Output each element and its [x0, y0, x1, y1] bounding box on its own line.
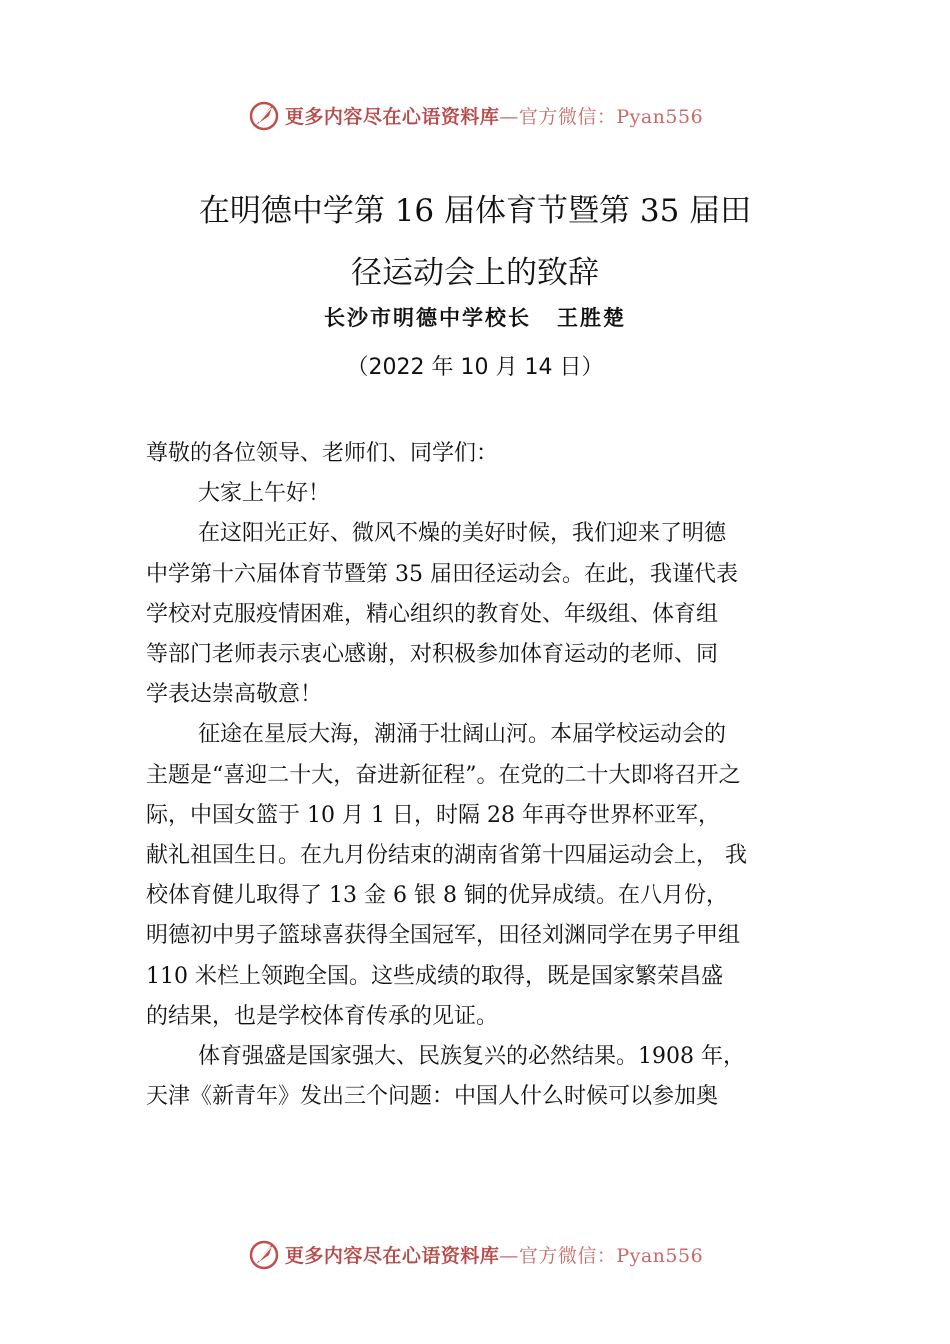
quill-logo-icon	[247, 98, 281, 132]
body-line: 明德初中男子篮球喜获得全国冠军，田径刘渊同学在男子甲组	[146, 923, 741, 949]
document-title	[0, 180, 950, 304]
author-name: 王胜楚	[557, 305, 626, 330]
header-site-text: 更多内容尽在心语资料库	[284, 105, 500, 128]
quill-logo-icon	[247, 1237, 281, 1271]
body-line: 校体育健儿取得了 13 金 6 银 8 铜的优异成绩。在八月份，	[146, 883, 728, 909]
body-line: 在这阳光正好、微风不燥的美好时候，我们迎来了明德	[198, 521, 727, 547]
footer-site-text: 更多内容尽在心语资料库	[284, 1244, 500, 1267]
speech-body	[146, 434, 816, 1117]
body-line: 尊敬的各位领导、老师们、同学们：	[146, 441, 499, 466]
body-line: 大家上午好！	[198, 481, 331, 507]
body-line: 体育强盛是国家强大、民族复兴的必然结果。1908 年，	[198, 1044, 745, 1070]
body-line: 的结果，也是学校体育传承的见证。	[146, 1003, 499, 1029]
author-line	[0, 302, 950, 332]
body-line: 等部门老师表示衷心感谢，对积极参加体育运动的老师、同	[146, 642, 719, 668]
body-line: 中学第十六届体育节暨第 35 届田径运动会。在此，我谨代表	[146, 561, 738, 587]
footer-wechat-text: —官方微信：Pyan556	[499, 1244, 704, 1267]
body-line: 主题是“喜迎二十大，奋进新征程”。在党的二十大即将召开之	[146, 762, 741, 788]
title-line-1: 在明德中学第 16 届体育节暨第 35 届田	[198, 193, 752, 229]
body-line: 学校对克服疫情困难，精心组织的教育处、年级组、体育组	[146, 601, 719, 627]
body-line: 征途在星辰大海，潮涌于壮阔山河。本届学校运动会的	[198, 722, 727, 748]
body-line: 110 米栏上领跑全国。这些成绩的取得，既是国家繁荣昌盛	[146, 963, 723, 989]
body-line: 天津《新青年》发出三个问题：中国人什么时候可以参加奥	[146, 1084, 719, 1110]
speech-date: （2022 年 10 月 14 日）	[346, 355, 604, 380]
title-line-2: 径运动会上的致辞	[351, 255, 599, 291]
body-line: 献礼祖国生日。在九月份结束的湖南省第十四届运动会上， 我	[146, 843, 747, 869]
author-role: 长沙市明德中学校长	[324, 305, 531, 330]
body-line: 际，中国女篮于 10 月 1 日，时隔 28 年再夺世界杯亚军，	[146, 802, 720, 828]
body-line: 学表达崇高敬意！	[146, 682, 323, 708]
footer-banner	[0, 1234, 950, 1274]
header-banner	[0, 95, 950, 135]
header-wechat-text: —官方微信：Pyan556	[499, 105, 704, 128]
